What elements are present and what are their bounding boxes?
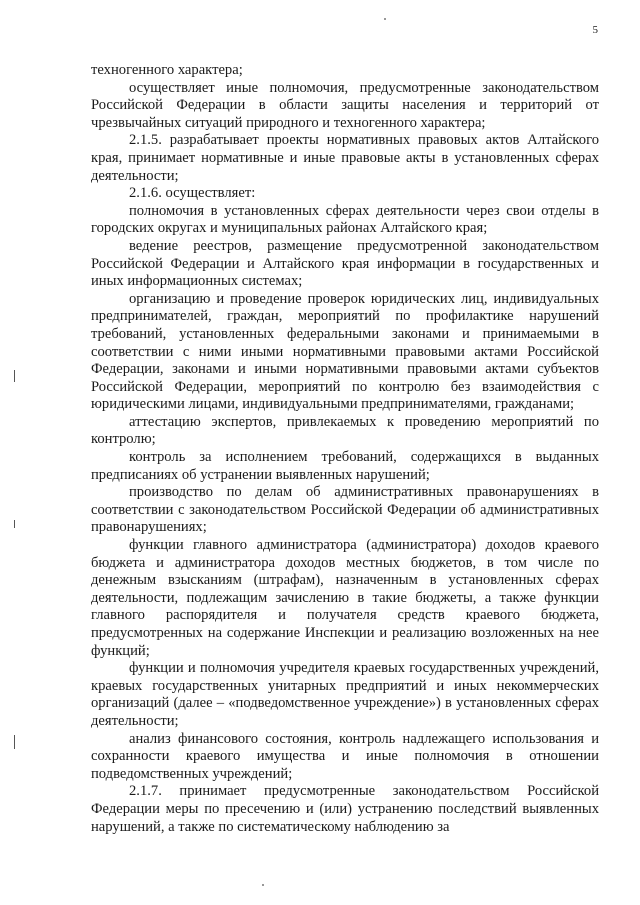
paragraph: анализ финансового состояния, контроль надлежащего использования и сохранности краевого имущества и иные полномочия в отношении подведомственных учреждений;: [91, 730, 599, 782]
scan-artifact: [14, 370, 15, 382]
page-number: 5: [592, 24, 598, 36]
paragraph: техногенного характера;: [91, 62, 243, 78]
paragraph: 2.1.7. принимает предусмотренные законодательством Российской Федерации меры по пресечению и (или) устранению последствий выявленных нарушений, а также по систематическому наблюдению за: [91, 783, 599, 835]
paragraph: полномочия в установленных сферах деятельности через свои отделы в городских округах и муниципальных районах Алтайского края;: [91, 202, 599, 237]
paragraph: функции и полномочия учредителя краевых государственных учреждений, краевых государственных унитарных предприятий и иных некоммерческих организаций (далее – «подведомственное учреждение») в установленных сферах деятельности;: [91, 660, 599, 729]
scan-artifact: [262, 884, 264, 886]
paragraph: функции главного администратора (администратора) доходов краевого бюджета и администратора доходов местных бюджетов, в том числе по денежным взысканиям (штрафам), назначенным в установленных сферах деятельности, подлежащим зачислению в такие бюджеты, а также функции главного распорядителя и получателя средств краевого бюджета, предусмотренных на содержание Инспекции и реализацию возложенных на нее функций;: [91, 537, 599, 659]
document-body: [91, 62, 599, 836]
paragraph: ведение реестров, размещение предусмотренной законодательством Российской Федерации и Алтайского края информации в государственных и иных информационных системах;: [91, 237, 599, 290]
paragraph: организацию и проведение проверок юридических лиц, индивидуальных предпринимателей, граждан, мероприятий по профилактике нарушений требований, установленных федеральными законами и принимаемыми в соответствии с ними иными нормативными правовыми актами Российской Федерации, законами и иными нормативными правовыми актами субъектов Российской Федерации, мероприятий по контролю без взаимодействия с юридическими лицами, индивидуальными предпринимателями, гражданами;: [91, 290, 599, 413]
paragraph: аттестацию экспертов, привлекаемых к проведению мероприятий по контролю;: [91, 413, 599, 448]
paragraph: осуществляет иные полномочия, предусмотренные законодательством Российской Федерации в области защиты населения и территорий от чрезвычайных ситуаций природного и техногенного характера;: [91, 79, 599, 131]
scan-artifact: [384, 18, 386, 20]
paragraph: 2.1.5. разрабатывает проекты нормативных правовых актов Алтайского края, принимает нормативные и иные правовые акты в установленных сферах деятельности;: [91, 132, 599, 184]
paragraph: производство по делам об административных правонарушениях в соответствии с законодательством Российской Федерации об административных правонарушениях;: [91, 484, 599, 536]
scan-artifact: [14, 520, 15, 528]
paragraph: 2.1.6. осуществляет:: [129, 185, 256, 202]
paragraph: контроль за исполнением требований, содержащихся в выданных предписаниях об устранении выявленных нарушений;: [91, 449, 599, 483]
scan-artifact: [14, 735, 15, 749]
